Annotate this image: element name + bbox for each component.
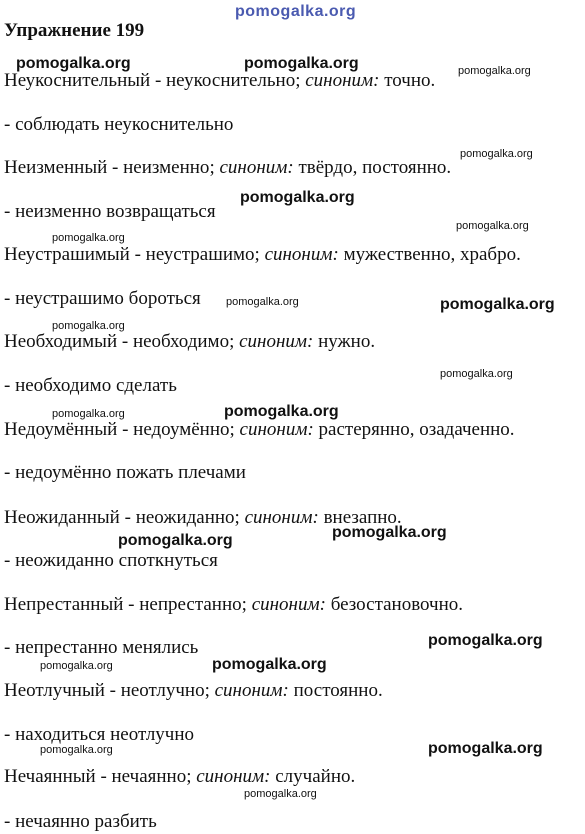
entry-synonyms: мужественно, храбро. bbox=[343, 244, 521, 265]
entry-adjective: Необходимый bbox=[4, 331, 118, 352]
entry-synonyms: точно. bbox=[384, 70, 436, 91]
synonym-label: синоним: bbox=[196, 766, 271, 787]
watermark: pomogalka.org bbox=[52, 232, 125, 244]
entry-synonyms: твёрдо, постоянно. bbox=[298, 157, 452, 178]
entry-synonyms: растерянно, озадаченно. bbox=[318, 419, 515, 440]
watermark: pomogalka.org bbox=[244, 55, 359, 72]
entry-adjective: Неизменный bbox=[4, 157, 108, 178]
entry-adjective: Неотлучный bbox=[4, 680, 105, 701]
entry-line: Неустрашимый - неустрашимо; синоним: мужественно, храбро. bbox=[4, 244, 521, 265]
entry-example: - соблюдать неукоснительно bbox=[4, 114, 234, 135]
synonym-label: синоним: bbox=[219, 157, 294, 178]
entry-line: Неотлучный - неотлучно; синоним: постоянно. bbox=[4, 680, 383, 701]
entry-adjective: Неожиданный bbox=[4, 507, 120, 528]
entry-adverb: неустрашимо bbox=[145, 244, 255, 265]
entry-example: - необходимо сделать bbox=[4, 375, 177, 396]
watermark: pomogalka.org bbox=[52, 320, 125, 332]
header-watermark: pomogalka.org bbox=[235, 3, 357, 20]
watermark: pomogalka.org bbox=[226, 296, 299, 308]
entry-example: - находиться неотлучно bbox=[4, 724, 195, 745]
entry-synonyms: внезапно. bbox=[323, 507, 402, 528]
entry-synonyms: случайно. bbox=[275, 766, 356, 787]
watermark: pomogalka.org bbox=[40, 744, 113, 756]
entry-adjective: Нечаянный bbox=[4, 766, 96, 787]
watermark: pomogalka.org bbox=[240, 189, 355, 206]
entry-synonyms: безостановочно. bbox=[330, 594, 464, 615]
watermark: pomogalka.org bbox=[16, 55, 131, 72]
watermark: pomogalka.org bbox=[440, 368, 513, 380]
watermark: pomogalka.org bbox=[440, 296, 555, 313]
entry-synonyms: постоянно. bbox=[293, 680, 383, 701]
entry-example: - нечаянно разбить bbox=[4, 811, 157, 832]
entry-example: - неустрашимо бороться bbox=[4, 288, 201, 309]
synonym-label: синоним: bbox=[239, 331, 314, 352]
watermark: pomogalka.org bbox=[460, 148, 533, 160]
synonym-label: синоним: bbox=[305, 70, 380, 91]
entry-adverb: непрестанно bbox=[139, 594, 242, 615]
entry-synonyms: нужно. bbox=[318, 331, 376, 352]
entry-line: Нечаянный - нечаянно; синоним: случайно. bbox=[4, 766, 356, 787]
entry-line: Неукоснительный - неукоснительно; синоним: точно. bbox=[4, 70, 436, 91]
watermark: pomogalka.org bbox=[224, 403, 339, 420]
entry-adverb: неотлучно bbox=[120, 680, 205, 701]
entry-line: Недоумённый - недоумённо; синоним: растерянно, озадаченно. bbox=[4, 419, 515, 440]
entry-adjective: Недоумённый bbox=[4, 419, 118, 440]
page-title: Упражнение 199 bbox=[4, 20, 145, 41]
entry-line: Неизменный - неизменно; синоним: твёрдо, постоянно. bbox=[4, 157, 452, 178]
entry-adjective: Неукоснительный bbox=[4, 70, 151, 91]
watermark: pomogalka.org bbox=[40, 660, 113, 672]
entry-line: Неожиданный - неожиданно; синоним: внезапно. bbox=[4, 507, 402, 528]
entry-example: - неизменно возвращаться bbox=[4, 201, 216, 222]
watermark: pomogalka.org bbox=[332, 524, 447, 541]
entry-adverb: неизменно bbox=[123, 157, 210, 178]
entry-adjective: Неустрашимый bbox=[4, 244, 130, 265]
watermark: pomogalka.org bbox=[456, 220, 529, 232]
entry-line: Непрестанный - непрестанно; синоним: безостановочно. bbox=[4, 594, 464, 615]
entry-adjective: Непрестанный bbox=[4, 594, 124, 615]
entry-example: - неожиданно споткнуться bbox=[4, 550, 218, 571]
entry-example: - недоумённо пожать плечами bbox=[4, 462, 246, 483]
entry-adverb: необходимо bbox=[132, 331, 230, 352]
entry-line: Необходимый - необходимо; синоним: нужно. bbox=[4, 331, 376, 352]
watermark: pomogalka.org bbox=[428, 740, 543, 757]
watermark: pomogalka.org bbox=[458, 65, 531, 77]
entry-example: - непрестанно менялись bbox=[4, 637, 199, 658]
synonym-label: синоним: bbox=[244, 507, 319, 528]
watermark: pomogalka.org bbox=[118, 532, 233, 549]
watermark: pomogalka.org bbox=[244, 788, 317, 800]
synonym-label: синоним: bbox=[239, 419, 314, 440]
entry-adverb: неукоснительно bbox=[166, 70, 296, 91]
entry-adverb: недоумённо bbox=[133, 419, 230, 440]
synonym-label: синоним: bbox=[264, 244, 339, 265]
synonym-label: синоним: bbox=[214, 680, 289, 701]
synonym-label: синоним: bbox=[251, 594, 326, 615]
entry-adverb: неожиданно bbox=[135, 507, 235, 528]
watermark: pomogalka.org bbox=[52, 408, 125, 420]
watermark: pomogalka.org bbox=[428, 632, 543, 649]
watermark: pomogalka.org bbox=[212, 656, 327, 673]
entry-adverb: нечаянно bbox=[111, 766, 187, 787]
